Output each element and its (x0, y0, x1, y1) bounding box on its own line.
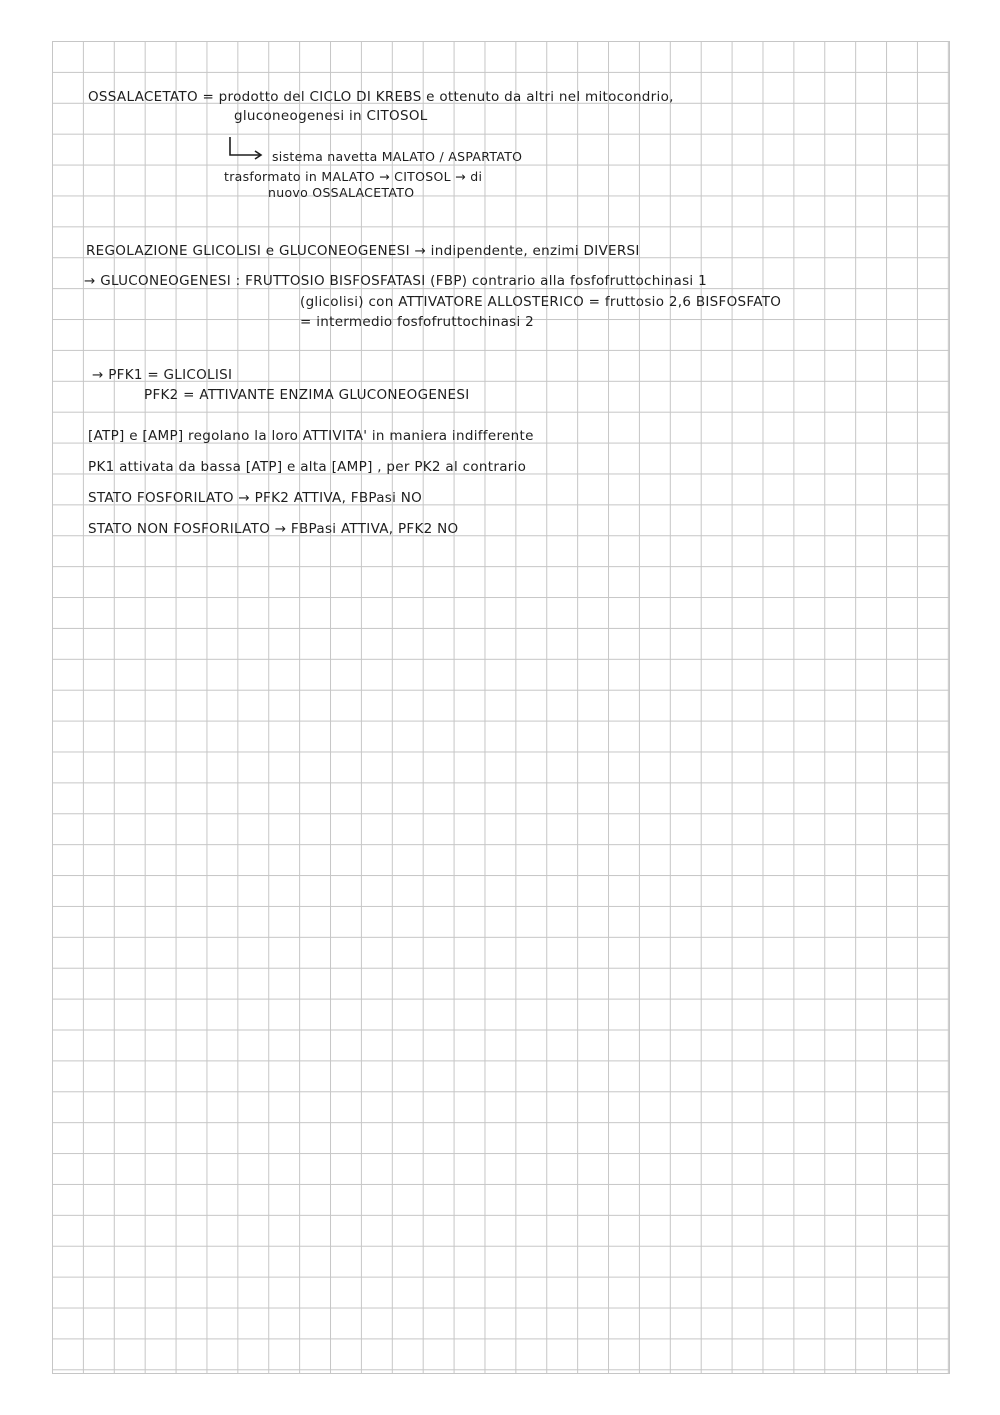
note-line-1: OSSALACETATO = prodotto del CICLO DI KREBS e ottenuto da altri nel mitocondrio, (88, 89, 674, 105)
note-line-10: → PFK1 = GLICOLISI (92, 367, 233, 383)
note-line-15: STATO NON FOSFORILATO → FBPasi ATTIVA, PFK2 NO (88, 521, 459, 537)
note-line-11: PFK2 = ATTIVANTE ENZIMA GLUCONEOGENESI (144, 387, 470, 403)
note-line-8: (glicolisi) con ATTIVATORE ALLOSTERICO = fruttosio 2,6 BISFOSFATO (300, 294, 782, 310)
note-line-13: PK1 attivata da bassa [ATP] e alta [AMP] , per PK2 al contrario (88, 459, 527, 475)
note-line-7: → GLUCONEOGENESI : FRUTTOSIO BISFOSFATASI (FBP) contrario alla fosfofruttochinasi 1 (84, 273, 707, 289)
arrow-bracket-icon (226, 135, 266, 161)
note-line-4: trasformato in MALATO → CITOSOL → di (224, 169, 483, 184)
note-line-14: STATO FOSFORILATO → PFK2 ATTIVA, FBPasi NO (88, 490, 423, 506)
note-line-6: REGOLAZIONE GLICOLISI e GLUCONEOGENESI → indipendente, enzimi DIVERSI (86, 243, 640, 259)
note-line-12: [ATP] e [AMP] regolano la loro ATTIVITA' in maniera indifferente (88, 428, 534, 444)
note-line-2: gluconeogenesi in CITOSOL (234, 108, 428, 124)
note-line-9: = intermedio fosfofruttochinasi 2 (300, 314, 535, 330)
note-line-3: sistema navetta MALATO / ASPARTATO (272, 149, 523, 164)
note-line-5: nuovo OSSALACETATO (268, 185, 415, 200)
grid-paper (52, 41, 950, 1374)
